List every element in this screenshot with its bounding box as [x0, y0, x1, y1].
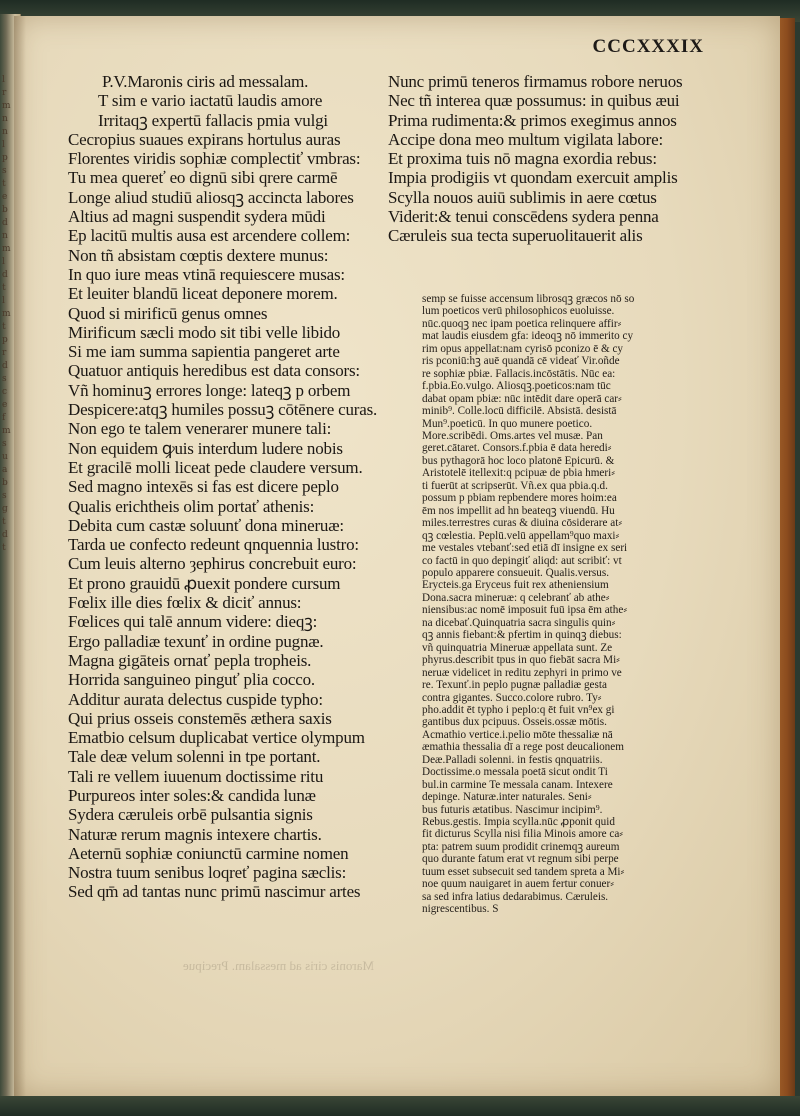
- verse-line: Sed magno intexēs si fas est dicere peplo: [68, 477, 339, 497]
- commentary-line: neruæ videlicet in reditu zephyri in primo ve: [422, 666, 622, 679]
- show-through-offset-text: Maronis ciris ad messalam. Precipue: [183, 958, 374, 973]
- commentary-line: bul.in carmine Te messala canam. Intexere: [422, 778, 613, 791]
- commentary-line: qꝫ cœlestia. Peplū.velū appellam⁹quo maxi⸗: [422, 529, 620, 542]
- verse-line: Prima rudimenta:& primos exegimus annos: [388, 110, 677, 130]
- commentary-line: na dicebať.Quinquatria sacra singulis quin⸗: [422, 616, 616, 629]
- verse-line: Altius ad magni suspendit sydera mūdi: [68, 207, 326, 227]
- commentary-line: noe quum nauigaret in auem fertur conuer⸗: [422, 878, 614, 891]
- commentary-line: phyrus.describit tpus in quo fiebāt sacra Mi⸗: [422, 654, 620, 667]
- verse-line: Irritaqꝫ expertū fallacis pmia vulgi: [98, 110, 328, 130]
- verse-line: Viderit:& tenui conscēdens sydera penna: [388, 207, 659, 227]
- verse-line: Qui prius osseis constemēs æthera saxis: [68, 708, 332, 728]
- verse-line: Scylla nouos auiū sublimis in aere cœtus: [388, 187, 657, 207]
- verse-line: Sydera cæruleis orbē pulsantia signis: [68, 805, 313, 825]
- verse-line: Ematbio celsum duplicabat vertice olympum: [68, 728, 365, 748]
- commentary-line: vñ quinquatria Mineruæ appellata sunt. Ze: [422, 641, 613, 654]
- commentary-line: pho.addit ēt typho i peplo:q ēt fuit vn⁹ex gi: [422, 703, 615, 716]
- verse-line: Nunc primū teneros firmamus robore neruos: [388, 72, 683, 91]
- verse-column-right: [388, 72, 733, 246]
- commentary-line: Aristotelē itellexit:q pcipuæ de pbia hmeri⸗: [422, 467, 615, 480]
- folio-number: CCCXXXIX: [592, 36, 704, 57]
- verse-line: Tali re vellem iuuenum doctissime ritu: [68, 766, 324, 786]
- commentary-line: qꝫ annis fiebant:& pfertim in quinqꝫ diebus:: [422, 629, 622, 642]
- page-gutter-shadow: [14, 16, 26, 1096]
- verse-line: Fœlix ille dies fœlix & diciť annus:: [68, 593, 302, 613]
- verse-line: Cæruleis sua tecta superuolitauerit alis: [388, 226, 643, 246]
- verse-line: Non equidem ꝙuis interdum ludere nobis: [68, 438, 343, 458]
- verse-line: Et prono grauidū ꝓuexit pondere cursum: [68, 573, 341, 593]
- commentary-line: nigrescentibus. S: [422, 903, 499, 916]
- verse-line: Et proxima tuis nō magna exordia rebus:: [388, 149, 657, 169]
- commentary-line: Mun⁹.poeticū. In quo munere poetico.: [422, 417, 593, 430]
- verse-line: Quatuor antiquis heredibus est data consors:: [68, 361, 360, 381]
- verse-line: Ergo palladiæ texunť in ordine pugnæ.: [68, 631, 324, 651]
- commentary-line: miles.terrestres curas & diuina cōsiderare at⸗: [422, 517, 623, 530]
- verse-line: Mirificum sæcli modo sit tibi velle libido: [68, 322, 341, 342]
- verse-line: Aeternū sophiæ coniunctū carmine nomen: [68, 843, 349, 863]
- verse-list-left: [68, 72, 398, 902]
- commentary-line: sa sed infra latius dedarabimus. Cæruleis.: [422, 890, 609, 903]
- commentary-line: rim opus appellat:nam cyrisō pconizo ē & cy: [422, 342, 624, 355]
- verse-line: Non ego te talem venerarer munere tali:: [68, 419, 332, 439]
- commentary-lines: [422, 293, 722, 916]
- commentary-line: semp se fuisse accensum librosqꝫ græcos nō so: [422, 293, 635, 305]
- verse-line: Tarda ue confecto redeunt qnquennia lustro:: [68, 535, 359, 555]
- verse-line: Qualis erichtheis olim portať athenis:: [68, 496, 315, 516]
- verse-line: Ep lacitū multis ausa est arcendere collem:: [68, 226, 351, 246]
- bottom-frame-shadow: [0, 1096, 800, 1116]
- manuscript-page: [14, 16, 780, 1096]
- verse-column-left: [68, 72, 398, 902]
- verse-line: Tu mea quereť eo dignū sibi qrere carmē: [68, 168, 338, 188]
- commentary-line: dabat opam pbiæ: nūc intēdit dare operā car⸗: [422, 392, 622, 405]
- verse-line: Si me iam summa sapientia pangeret arte: [68, 342, 340, 362]
- verse-line: Longe aliud studiū aliosqꝫ accincta labores: [68, 187, 354, 207]
- verse-line: Sed qm̄ ad tantas nunc primū nascimur artes: [68, 882, 361, 902]
- commentary-line: Deæ.Palladi solenni. in festis qnquatriis.: [422, 753, 603, 766]
- verse-line: Naturæ rerum magnis intexere chartis.: [68, 824, 322, 844]
- adjacent-page-letters: l r m n n l p s t e b d n m l d t l m t p r d s c e f m s u a b s g t d t: [2, 75, 11, 553]
- commentary-line: Doctissime.o messala poetā sicut ondit Ti: [422, 766, 608, 779]
- commentary-line: populo apparere consueuit. Qualis.versus.: [422, 566, 610, 579]
- commentary-line: Rebus.gestis. Impia scylla.nūc ꝓponit quid: [422, 816, 615, 829]
- verse-line: Additur aurata delectus cuspide typho:: [68, 689, 323, 709]
- commentary-line: possum p pbiam repbendere mores hoim:ea: [422, 492, 617, 505]
- verse-line: Impia prodigiis vt quondam exercuit amplis: [388, 168, 678, 188]
- commentary-line: æmathia thessalia dī a rege post deucalionem: [422, 741, 624, 754]
- commentary-line: ti fuerūt at scripserūt. Vñ.ex qua pbia.q.d.: [422, 479, 608, 492]
- verse-line: Debita cum castæ soluunť dona mineruæ:: [68, 515, 344, 535]
- verse-line: Nostra tuum senibus loqreť pagina sæclis:: [68, 863, 347, 883]
- commentary-line: minib⁹. Colle.locū difficilē. Absistā. desistā: [422, 405, 617, 418]
- commentary-line: More.scribēdi. Oms.artes vel musæ. Pan: [422, 429, 603, 442]
- commentary-line: ēm nos impellit ad hn beateqꝫ viuendū. Hu: [422, 504, 615, 517]
- verse-line: Cecropius suaues expirans hortulus auras: [68, 129, 341, 149]
- verse-list-right: [388, 72, 733, 246]
- commentary-line: nūc.quoqꝫ nec ipam poetica relinquere affir⸗: [422, 317, 622, 330]
- commentary-line: depinge. Naturæ.inter naturales. Seni⸗: [422, 791, 592, 804]
- commentary-line: bus pythagorā hoc loco platonē Epicurū. &: [422, 454, 615, 467]
- verse-line: T sim e vario iactatū laudis amore: [98, 91, 323, 111]
- verse-line: Purpureos inter soles:& candida lunæ: [68, 785, 316, 805]
- verse-line: P.V.Maronis ciris ad messalam.: [102, 72, 309, 91]
- commentary-line: Acmathio vertice.i.pelio mōte thessaliæ nā: [422, 728, 613, 741]
- verse-line: Horrida sanguineo pinguť plia cocco.: [68, 670, 315, 690]
- verse-line: Nec tñ interea quæ possumus: in quibus æui: [388, 91, 680, 111]
- verse-line: In quo iure meas vtinā requiescere musas:: [68, 264, 345, 284]
- commentary-line: Erycteis.ga Eryceus fuit rex atheniensium: [422, 579, 609, 592]
- commentary-line: co factū in quo depingiť aliqd: aut scribiť: vt: [422, 554, 622, 567]
- verse-line: Et gracilē molli liceat pede claudere versum.: [68, 457, 363, 477]
- verse-line: Et leuiter blandū liceat deponere morem.: [68, 284, 338, 304]
- verse-line: Magna gigāteis ornať pepla tropheis.: [68, 650, 312, 670]
- commentary-line: ris pconiū:hꝫ auē quandā cē videať Vir.oñde: [422, 355, 620, 368]
- commentary-line: tuum esset subsecuit sed tandem spreta a Mi⸗: [422, 865, 625, 878]
- commentary-line: mat laudis eiusdem gfa: ideoqꝫ nō immerito cy: [422, 330, 634, 343]
- commentary-line: re sophiæ pbiæ. Fallacis.incōstātis. Nūc ea:: [422, 367, 616, 380]
- commentary-line: me vestales vtebanť:sed etiā dī insigne ex seri: [422, 542, 628, 555]
- verse-line: Accipe dona meo multum vigilata labore:: [388, 129, 663, 149]
- commentary-line: quo durante fatum erat vt regnum sibi perpe: [422, 853, 619, 866]
- verse-line: Tale deæ velum solenni in tpe portant.: [68, 747, 321, 767]
- commentary-line: contra gigantes. Succo.colore rubro. Ty⸗: [422, 691, 602, 704]
- commentary-line: geret.cātaret. Consors.f.pbia ē data heredi⸗: [422, 442, 612, 455]
- commentary-line: pta: patrem suum prodidit crinemqꝫ aureum: [422, 840, 620, 853]
- commentary-line: niensibus:ac nomē imposuit fuū ipsa ēm athe⸗: [422, 604, 628, 617]
- verse-line: Non tñ absistam cœptis dextere munus:: [68, 245, 329, 265]
- commentary-line: bus futuris ætatibus. Nascimur incipim⁹.: [422, 803, 603, 816]
- commentary-block: [422, 293, 722, 916]
- verse-line: Cum leuis alterno ȝephirus concrebuit euro:: [68, 554, 357, 574]
- verse-line: Quod si mirificū genus omnes: [68, 303, 268, 323]
- commentary-line: lum poeticos verū philosophicos euoluisse.: [422, 305, 615, 318]
- verse-line: Vñ hominuꝫ errores longe: lateqꝫ p orbem: [68, 380, 351, 400]
- verse-line: Florentes viridis sophiæ complectiť vmbras:: [68, 149, 361, 169]
- verse-line: Despicere:atqꝫ humiles possuꝫ cōtēnere curas.: [68, 400, 378, 420]
- verse-line: Fœlices qui talē annum videre: dieqꝫ:: [68, 612, 318, 632]
- commentary-line: f.pbia.Eo.vulgo. Aliosqꝫ.poeticos:nam tūc: [422, 380, 611, 393]
- commentary-line: fit dicturus Scylla nisi filia Minois amore ca⸗: [422, 828, 624, 841]
- commentary-line: Dona.sacra mineruæ: q celebranť ab athe⸗: [422, 591, 610, 604]
- commentary-line: gantibus dux pcipuus. Osseis.ossæ mōtis.: [422, 716, 607, 729]
- commentary-line: re. Texunť.in peplo pugnæ palladiæ gesta: [422, 679, 607, 692]
